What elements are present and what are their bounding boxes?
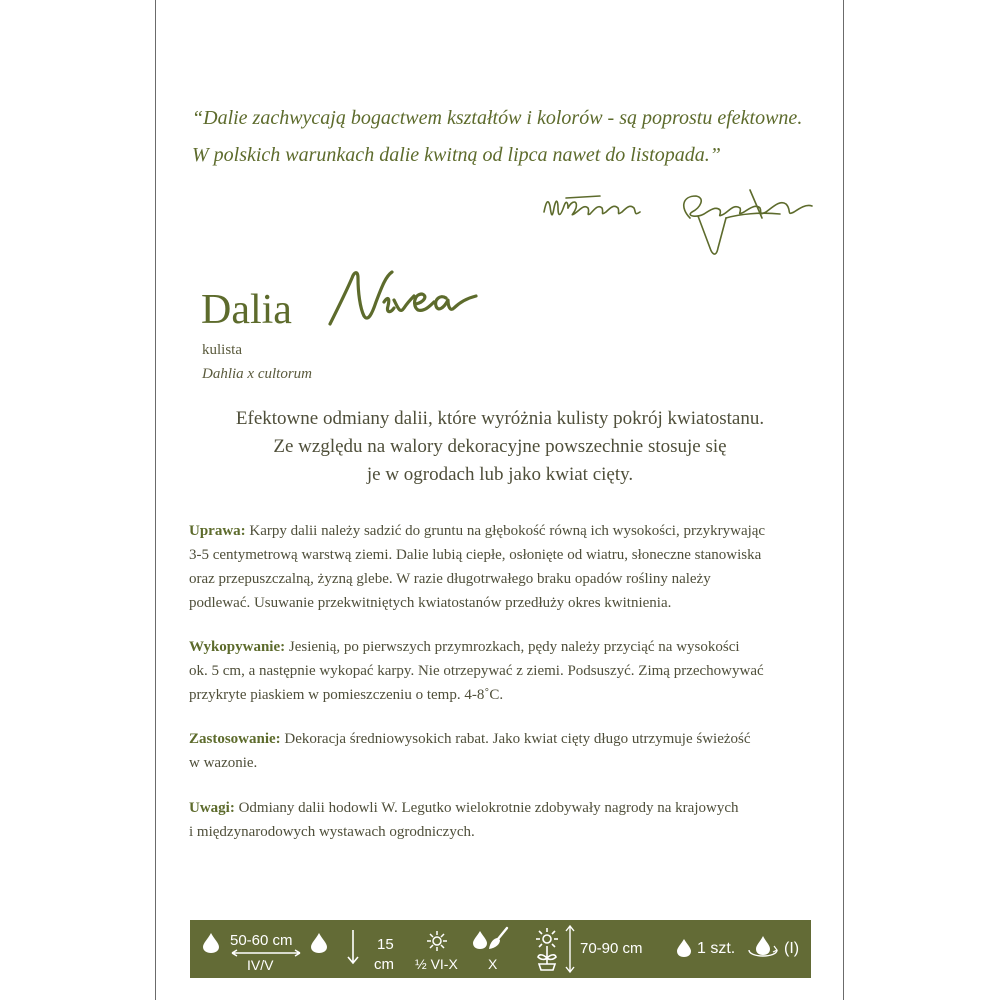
section-label: Zastosowanie: xyxy=(189,731,281,747)
section-text: Jesienią, po pierwszych przymrozkach, pędy należy przyciąć na wysokości xyxy=(285,639,740,655)
section-text: w wazonie. xyxy=(189,755,258,771)
section-text: oraz przepuszczalną, żyzną glebe. W razie długotrwałego braku opadów rośliny należy xyxy=(189,571,711,587)
spacing-value: 50-60 cm xyxy=(230,932,293,949)
section-text: 3-5 centymetrową warstwą ziemi. Dalie lubią ciepłe, osłonięte od wiatru, słoneczne stanowiska xyxy=(189,547,762,563)
drop-icon xyxy=(202,932,220,954)
plant-icon xyxy=(534,926,566,972)
section-text: Odmiany dalii hodowli W. Legutko wielokrotnie zdobywały nagrody na krajowych xyxy=(234,800,739,816)
intro-line-1: Efektowne odmiany dalii, które wyróżnia kulisty pokrój kwiatostanu. xyxy=(235,408,765,429)
quote-block xyxy=(192,100,832,174)
planting-months: IV/V xyxy=(247,957,274,973)
signature-image xyxy=(530,178,830,268)
section-text: przykryte piaskiem w pomieszczeniu o temp. 4-8˚C. xyxy=(189,687,504,703)
quote-line-2: W polskich warunkach dalie kwitną od lipca nawet do listopada.” xyxy=(192,144,721,166)
section-zastosowanie xyxy=(189,727,839,775)
section-label: Uwagi: xyxy=(189,800,235,816)
cultivar-script xyxy=(318,258,498,338)
section-uwagi xyxy=(189,796,839,844)
tuber-size-icon xyxy=(746,934,780,960)
depth-arrow-icon xyxy=(346,928,360,966)
section-uprawa xyxy=(189,519,839,615)
intro-text xyxy=(160,405,840,489)
height-value: 70-90 cm xyxy=(580,940,643,957)
latin-name: Dahlia x cultorum xyxy=(202,366,312,382)
section-text: i międzynarodowych wystawach ogrodniczych. xyxy=(189,824,475,840)
product-title: Dalia xyxy=(201,287,292,333)
product-type: kulista xyxy=(202,342,242,358)
section-text: podlewać. Usuwanie przekwitniętych kwiatostanów przedłuży okres kwitnienia. xyxy=(189,595,672,611)
double-arrow-icon xyxy=(230,949,302,957)
drop-icon xyxy=(676,938,692,958)
dig-month: X xyxy=(488,956,498,972)
quote-line-1: “Dalie zachwycają bogactwem kształtów i kolorów - są poprostu efektowne. xyxy=(192,107,803,129)
section-text: ok. 5 cm, a następnie wykopać karpy. Nie otrzepywać z ziemi. Podsuszyć. Zimą przechowywać xyxy=(189,663,764,679)
section-text: Dekoracja średniowysokich rabat. Jako kwiat cięty długo utrzymuje świeżość xyxy=(280,731,751,747)
depth-unit: cm xyxy=(374,956,394,973)
height-arrow-icon xyxy=(564,924,576,974)
shovel-icon xyxy=(486,926,510,952)
intro-line-2: Ze względu na walory dekoracyjne powszechnie stosuje się xyxy=(273,436,727,457)
size-class: (I) xyxy=(784,940,800,957)
drop-icon xyxy=(310,932,328,954)
depth-value: 15 xyxy=(377,936,394,953)
section-label: Wykopywanie: xyxy=(189,639,286,655)
section-wykopywanie xyxy=(189,635,839,707)
bloom-months: ½ VI-X xyxy=(415,956,458,972)
section-text: Karpy dalii należy sadzić do gruntu na głębokość równą ich wysokości, przykrywając xyxy=(245,523,766,539)
intro-line-3: je w ogrodach lub jako kwiat cięty. xyxy=(366,464,634,485)
info-icon-bar xyxy=(190,920,811,978)
sun-icon xyxy=(426,930,448,952)
quantity-value: 1 szt. xyxy=(697,940,736,957)
section-label: Uprawa: xyxy=(189,523,246,539)
